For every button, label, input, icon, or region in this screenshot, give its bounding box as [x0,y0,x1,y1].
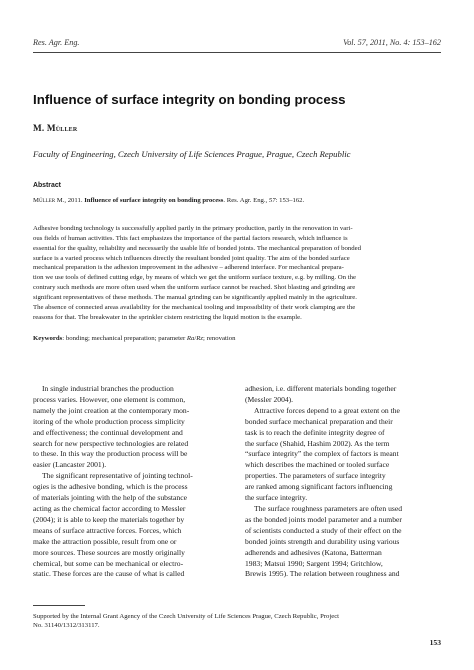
abstract-line: The absence of connected areas availability for the mechanical tooling and impossibility of their work clamping are the [33,303,356,311]
body-line: itoring of the whole production process simplicity [33,416,185,426]
body-line: search for new perspective technologies are related [33,438,189,448]
citation-author: Müller M. [33,197,65,204]
body-line: (2004); it is able to keep the materials together by [33,514,185,524]
body-line: static. These forces are the cause of what is called [33,569,185,579]
citation-pages: : 153–162. [275,197,305,204]
footnote [33,612,443,631]
body-line: Brewis 1995). The relation between roughness and [245,569,400,579]
page-number: 153 [429,638,441,647]
affiliation: Faculty of Engineering, Czech University of Life Sciences Prague, Prague, Czech Republic [33,149,351,159]
body-line: “surface integrity” the complex of factors is meant [245,449,399,459]
body-line: chemical, but some can be mechanical or electro- [33,558,184,568]
abstract-line: Adhesive bonding technology is successfully applied partly in the primary production, partly in the renovation in vari- [33,225,353,232]
keywords [33,335,235,342]
abstract-heading: Abstract [33,182,61,189]
body-column-left [33,384,229,580]
body-line: The significant representative of jointing technol- [42,471,193,481]
body-line: of materials jointing with the help of the substance [33,493,187,503]
footnote-line: Supported by the Internal Grant Agency of the Czech University of Life Sciences Prague, Czech Republic, Project [33,613,340,620]
body-line: make the attraction possible, result from one or [33,536,177,546]
body-line: (Messler 2004). [245,394,294,404]
body-line: adhesion, i.e. different materials bonding together [245,384,397,393]
body-line: and effectiveness; the continual development and [33,427,183,437]
body-line: of scientists conducted a study of their effect on the [245,525,402,535]
abstract-line: tion we use tools of defined cutting edge, by means of which we get the uniform surface texture, e.g. by milling. On the [33,274,356,282]
abstract-line: surface is a varied process which influences directly the resultant bonded joint quality. The aim of the bonded surface [33,254,350,262]
footnote-line: No. 31140/1312/313117. [33,622,100,630]
keywords-ra: Ra [186,335,195,342]
body-line: which describes the machined or tooled surface [245,460,390,470]
keywords-text-e: ; renovation [203,335,236,342]
body-line: 1983; Matsui 1990; Sargent 1994; Gritchlow, [245,558,383,568]
abstract-line: reasons for that. The breakwater in the sprinkler cistern restricting the liquid motion is the example. [33,313,302,321]
abstract-line: contrary such methods are more often used when the uniform surface cannot be reached. Shot blasting and grinding are [33,284,356,292]
journal-name: Res. Agr. Eng. [33,38,80,47]
abstract-line: significant representatives of these methods. The manual grinding can be significantly applied mainly in the agriculture. [33,293,357,301]
body-line: task is to reach the definite integrity degree of [245,427,385,437]
body-line: are ranked among significant factors influencing [245,482,393,492]
citation-year: , 2011. [64,197,85,204]
keywords-label: Keywords [33,335,63,342]
body-line: means of surface attractive forces. Forces, which [33,525,182,535]
body-line: bonded surface mechanical preparation and their [245,416,393,426]
body-line: properties. The parameters of surface integrity [245,471,386,481]
abstract-body [33,224,441,322]
keywords-slash: / [194,335,197,342]
body-line: process varies. However, one element is common, [33,394,186,404]
body-line: to these. In this way the production process will be [33,449,188,459]
footnote-rule [33,605,85,606]
header-rule [33,52,441,53]
author: M. Müller [33,123,78,133]
body-line: more sources. These sources are mostly originally [33,547,185,557]
body-line: adherends and adhesives (Katona, Batterman [245,547,382,557]
keywords-text-a: : bonding; mechanical preparation; parameter [62,335,187,342]
body-column-right [245,384,441,580]
body-line: as the bonded joints model parameter and a number [245,514,402,524]
abstract-line: essential for the quality, reliability and necessarily the usable life of bonded joints. The mechanical preparation of bonded [33,244,362,252]
issue-info: Vol. 57, 2011, No. 4: 153–162 [343,38,441,47]
article-title: Influence of surface integrity on bonding process [33,92,346,107]
body-line: Attractive forces depend to a great extent on the [254,405,400,415]
body-line: bonded joints strength and durability using various [245,536,400,546]
abstract-line: mechanical preparation is the adhesion improvement in the adhesive – adherend interface. For mechanical prepara- [33,264,344,272]
citation-title: Influence of surface integrity on bonding process [84,197,224,204]
body-line: In single industrial branches the production [42,384,174,393]
abstract-line: ous fields of human activities. This fact emphasizes the importance of the partial factors research, which influence is [33,234,348,242]
body-line: namely the joint creation at the contemporary mon- [33,405,190,415]
body-line: easier (Lancaster 2001). [33,460,107,470]
citation-volume: 57 [268,197,276,204]
citation [33,197,443,204]
body-line: the surface integrity. [245,493,308,503]
body-line: The surface roughness parameters are often used [254,503,403,513]
citation-journal: . Res. Agr. Eng., [223,197,269,204]
body-line: ogies is the adhesive bonding, which is the process [33,482,188,492]
keywords-rz: Rz [196,335,204,342]
body-line: acting as the chemical factor according to Messler [33,503,186,513]
body-line: the surface (Shahid, Hashim 2002). As the term [245,438,390,448]
